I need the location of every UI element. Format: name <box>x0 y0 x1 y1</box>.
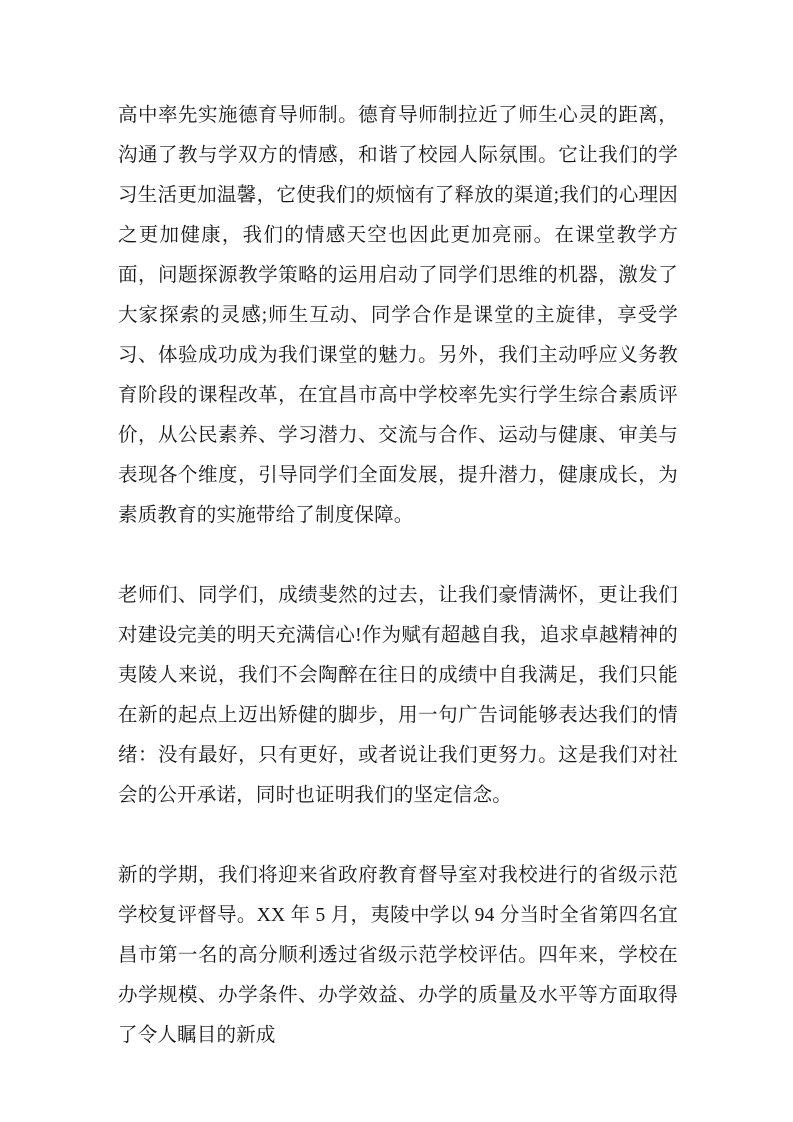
paragraph: 新的学期，我们将迎来省政府教育督导室对我校进行的省级示范学校复评督导。XX 年 5 月，夷陵中学以 94 分当时全省第四名宜昌市第一名的高分顺利透过省级示范学校评估。四年来，学校在办学规模、办学条件、办学效益、办学的质量及水平等方面取得了令人瞩目的新成 <box>118 865 678 1046</box>
paragraph: 老师们、同学们，成绩斐然的过去，让我们豪情满怀，更让我们对建设完美的明天充满信心!作为赋有超越自我，追求卓越精神的夷陵人来说，我们不会陶醉在往日的成绩中自我满足，我们只能在新的起点上迈出矫健的脚步，用一句广告词能够表达我们的情绪：没有最好，只有更好，或者说让我们更努力。这是我们对社会的公开承诺，同时也证明我们的坚定信念。 <box>118 585 678 806</box>
paragraph: 高中率先实施德育导师制。德育导师制拉近了师生心灵的距离，沟通了教与学双方的情感，和谐了校园人际氛围。它让我们的学习生活更加温馨，它使我们的烦恼有了释放的渠道;我们的心理因之更加健康，我们的情感天空也因此更加亮丽。在课堂教学方面，问题探源教学策略的运用启动了同学们思维的机器，激发了大家探索的灵感;师生互动、同学合作是课堂的主旋律，享受学习、体验成功成为我们课堂的魅力。另外，我们主动呼应义务教育阶段的课程改革，在宜昌市高中学校率先实行学生综合素质评价，从公民素养、学习潜力、交流与合作、运动与健康、审美与表现各个维度，引导同学们全面发展，提升潜力，健康成长，为素质教育的实施带给了制度保障。 <box>118 105 678 526</box>
document-body <box>118 96 678 1056</box>
